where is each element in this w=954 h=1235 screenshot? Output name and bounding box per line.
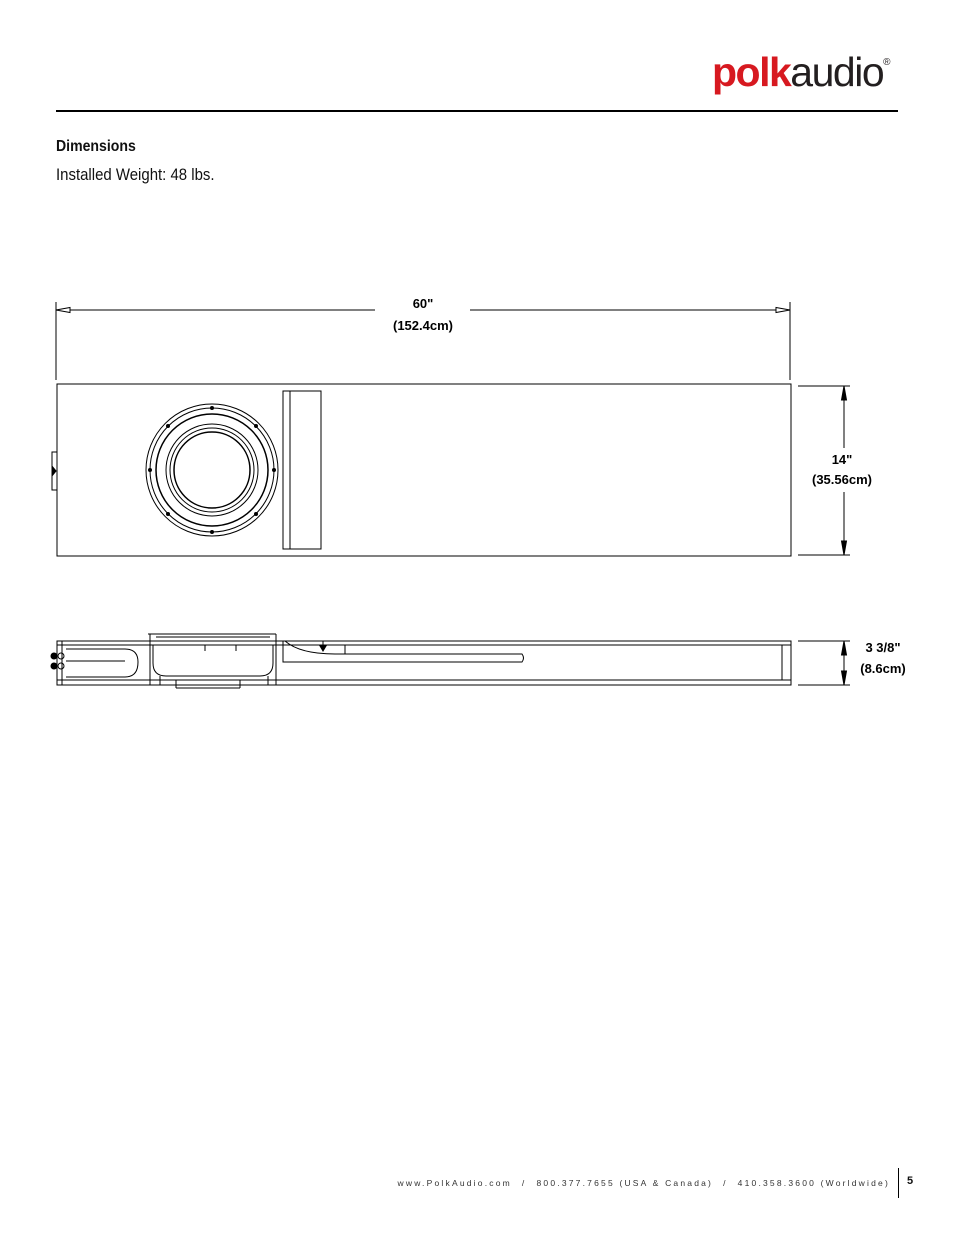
footer-phone-world: 410.358.3600 (Worldwide)	[737, 1178, 890, 1188]
logo-text-audio: audio	[790, 49, 884, 95]
width-imperial-label: 60"	[412, 296, 434, 311]
footer-contact	[398, 1178, 890, 1188]
footer-phone-us: 800.377.7655 (USA & Canada)	[536, 1178, 714, 1188]
logo-text-polk: polk	[712, 49, 791, 95]
registered-mark: ®	[883, 57, 891, 68]
footer-separator: /	[723, 1178, 728, 1188]
front-view	[52, 384, 791, 556]
side-view	[51, 634, 791, 688]
height-metric-label: (35.56cm)	[812, 472, 872, 487]
width-dimension-line	[56, 302, 790, 380]
installed-weight: Installed Weight: 48 lbs.	[56, 165, 215, 184]
section-title: Dimensions	[56, 138, 136, 155]
height-imperial-label: 14"	[831, 452, 853, 467]
depth-dimension-line	[798, 641, 850, 685]
width-metric-label: (152.4cm)	[393, 318, 453, 333]
height-dimension-line	[798, 386, 850, 555]
port-panel	[283, 391, 321, 549]
footer-website[interactable]: www.PolkAudio.com	[397, 1178, 512, 1188]
depth-metric-label: (8.6cm)	[860, 661, 906, 676]
footer-divider	[898, 1168, 899, 1198]
woofer-circles	[146, 404, 278, 536]
page-number: 5	[907, 1175, 914, 1187]
depth-imperial-label: 3 3/8"	[865, 640, 901, 655]
footer-separator: /	[521, 1178, 527, 1188]
